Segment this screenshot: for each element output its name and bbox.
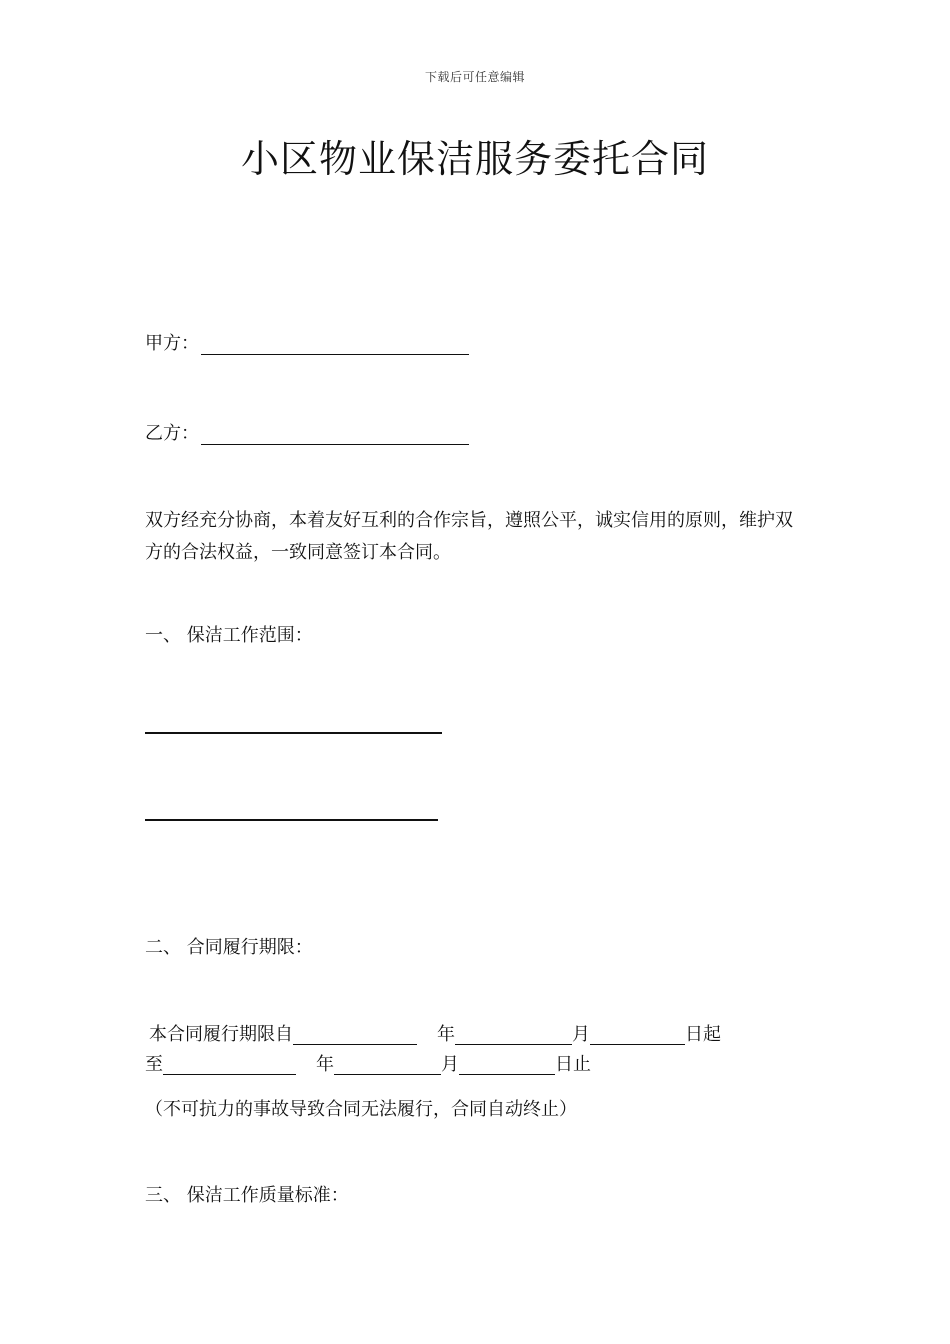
term-end-year-label: 年 (316, 1054, 334, 1075)
term-end-day-blank[interactable] (459, 1056, 555, 1075)
term-end-suffix: 日止 (555, 1054, 591, 1075)
term-start-row (149, 1021, 721, 1049)
party-b-blank[interactable] (201, 424, 469, 445)
term-end-row (145, 1051, 591, 1079)
section-1-heading: 一、 保洁工作范围： (145, 625, 313, 646)
section-2-heading: 二、 合同履行期限： (145, 937, 313, 958)
party-a-blank[interactable] (201, 334, 469, 355)
term-start-prefix: 本合同履行期限自 (149, 1024, 293, 1045)
section-3-heading: 三、 保洁工作质量标准： (145, 1185, 349, 1206)
term-start-month-blank[interactable] (455, 1026, 572, 1045)
intro-paragraph: 双方经充分协商，本着友好互利的合作宗旨，遵照公平，诚实信用的原则，维护双方的合法权益，一致同意签订本合同。 (145, 510, 793, 563)
header-note: 下载后可任意编辑 (424, 70, 525, 84)
term-end-year-blank[interactable] (163, 1056, 296, 1075)
term-end-prefix: 至 (145, 1054, 163, 1075)
term-start-year-blank[interactable] (293, 1026, 417, 1045)
term-end-month-label: 月 (441, 1054, 459, 1075)
document-title: 小区物业保洁服务委托合同 (240, 137, 709, 181)
scope-blank-1[interactable] (145, 732, 442, 734)
party-a-label: 甲方： (145, 333, 199, 354)
term-start-month-label: 月 (572, 1024, 590, 1045)
party-b-label: 乙方： (145, 423, 199, 444)
term-end-month-blank[interactable] (334, 1056, 441, 1075)
term-start-day-blank[interactable] (590, 1026, 685, 1045)
term-start-year-label: 年 (437, 1024, 455, 1045)
term-start-suffix: 日起 (685, 1024, 721, 1045)
party-a-row (145, 330, 469, 358)
party-b-row (145, 420, 469, 448)
scope-blank-2[interactable] (145, 819, 438, 821)
force-majeure-note: （不可抗力的事故导致合同无法履行，合同自动终止） (145, 1099, 577, 1120)
